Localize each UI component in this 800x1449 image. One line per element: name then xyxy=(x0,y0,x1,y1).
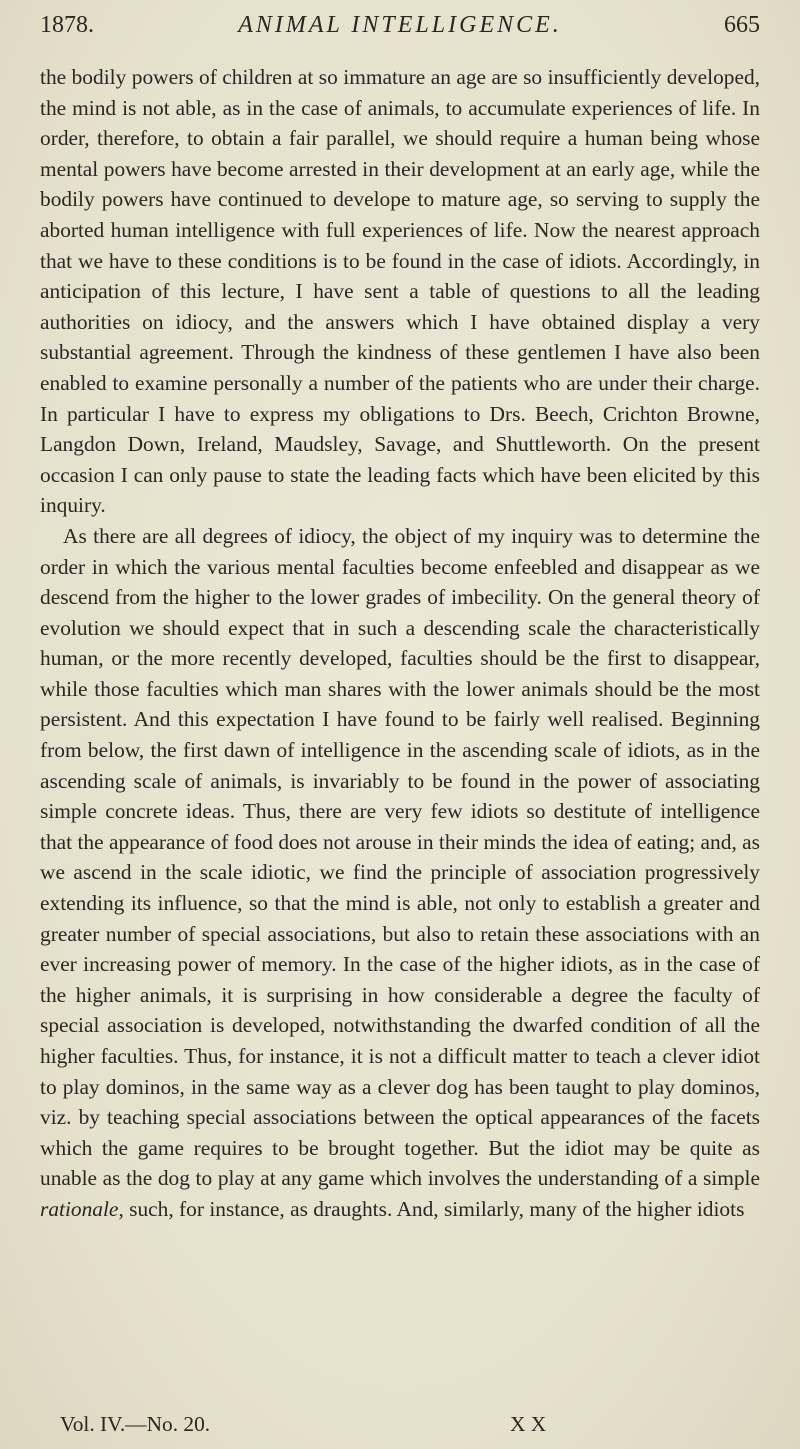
running-header xyxy=(40,12,760,52)
emphasis-rationale: rationale xyxy=(40,1196,119,1221)
page-body xyxy=(40,62,760,1225)
page-number: 665 xyxy=(724,12,760,38)
sheet-mark: X X xyxy=(510,1412,547,1436)
header-year: 1878. xyxy=(40,12,94,38)
header-title: ANIMAL INTELLIGENCE. xyxy=(238,12,562,38)
volume-signature: Vol. IV.—No. 20. xyxy=(60,1412,211,1436)
paragraph-2: As there are all degrees of idiocy, the object of my inquiry was to determine the order in which the various mental faculties become enfeebled and disappear as we descend from the higher to the lower grades of imbecility. On the general theory of evolution we should expect that in such a descending scale the characteristically human, or the more recently developed, faculties should be the first to disappear, while those faculties which man shares with the lower animals should be the most persistent. And this expectation I have found to be fairly well realised. Beginning from below, the first dawn of intelligence in the ascending scale of idiots, as in the ascending scale of animals, is invariably to be found in the power of associating simple concrete ideas. Thus, there are very few idiots so destitute of intelligence that the appearance of food does not arouse in their minds the idea of eating; and, as we ascend in the scale idiotic, we find the principle of association progressively extending its influence, so that the mind is able, not only to establish a greater and greater number of special associations, but also to retain these associations with an ever increasing power of memory. In the case of the higher idiots, as in the case of the higher animals, it is surprising in how considerable a degree the faculty of special association is developed, notwithstanding the dwarfed condition of all the higher faculties. Thus, for instance, it is not a difficult matter to teach a clever idiot to play dominos, in the same way as a clever dog has been taught to play dominos, viz. by teaching special associations between the optical appearances of the facets which the game requires to be brought together. But the idiot may be quite as unable as the dog to play at any game which involves the understanding of a simple rationale, such, for instance, as draughts. And, similarly, many of the higher idiots xyxy=(40,523,760,1221)
paragraph-1: the bodily powers of children at so immature an age are so insufficiently developed, the mind is not able, as in the case of animals, to accumulate experiences of life. In order, therefore, to obtain a fair parallel, we should require a human being whose mental powers have become arrested in their development at an early age, while the bodily powers have continued to develope to mature age, so serving to supply the aborted human intelligence with full experiences of life. Now the nearest approach that we have to these conditions is to be found in the case of idiots. Accordingly, in anticipation of this lecture, I have sent a table of questions to all the leading authorities on idiocy, and the answers which I have obtained display a very substantial agreement. Through the kindness of these gentlemen I have also been enabled to examine personally a number of the patients who are under their charge. In particular I have to express my obligations to Drs. Beech, Crichton Browne, Langdon Down, Ireland, Maudsley, Savage, and Shuttleworth. On the present occasion I can only pause to state the leading facts which have been elicited by this inquiry. xyxy=(40,65,760,518)
